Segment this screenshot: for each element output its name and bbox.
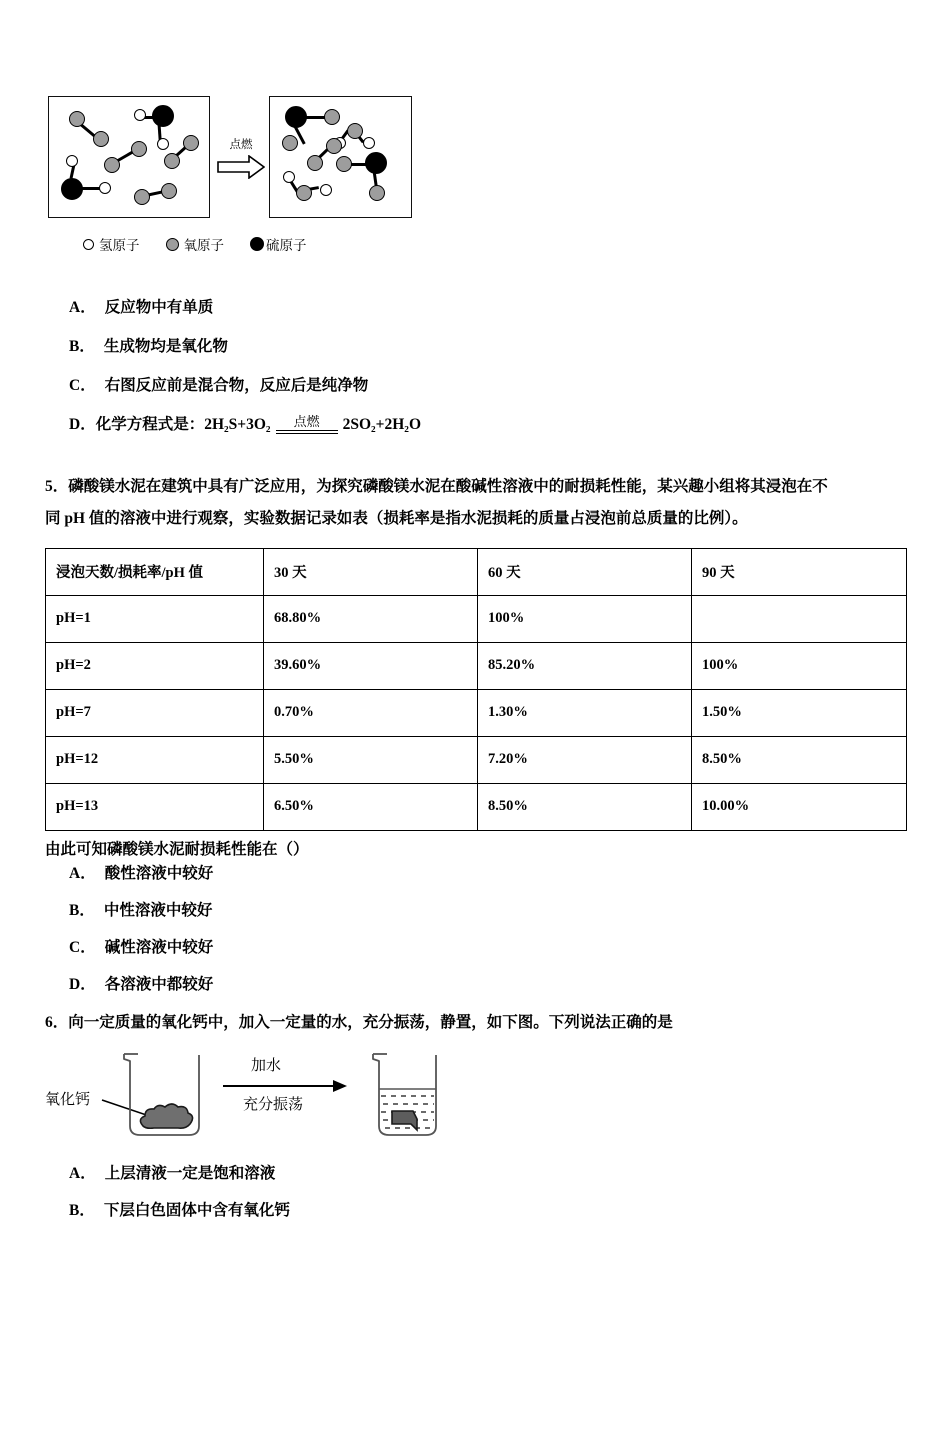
calcium-oxide-label: 氧化钙 (45, 1091, 91, 1109)
q6-option-a-text: 上层清液一定是饱和溶液 (104, 1165, 276, 1183)
q5-option-d[interactable] (69, 975, 905, 996)
q6-option-b-text: 下层白色固体中含有氧化钙 (103, 1201, 290, 1219)
process-arrow-head-icon (333, 1080, 347, 1092)
hydrogen-atom-icon (134, 109, 146, 121)
table-col-header-90d: 90 天 (692, 548, 907, 595)
table-cell: pH=1 (46, 595, 264, 642)
double-line-arrow-icon (276, 430, 338, 434)
reactants-box (48, 96, 210, 218)
oxygen-atom-icon (69, 111, 85, 127)
q6-option-b-label: B． (69, 1201, 95, 1219)
table-cell: pH=12 (46, 736, 264, 783)
equation-condition-label: 点燃 (293, 413, 320, 429)
table-header-row (46, 548, 907, 595)
q6-stem: 6．向一定质量的氧化钙中，加入一定量的水，充分振荡，静置，如下图。下列说法正确的是 (45, 1013, 673, 1031)
table-row (46, 595, 907, 642)
table-row (46, 736, 907, 783)
calcium-oxide-solid-icon (140, 1104, 192, 1128)
q6-beaker-figure (45, 1052, 905, 1164)
q6-option-a-label: A． (69, 1165, 96, 1183)
q4-option-b-label: B． (69, 337, 95, 355)
q5-stem-line1: 5．磷酸镁水泥在建筑中具有广泛应用，为探究磷酸镁水泥在酸碱性溶液中的耐损耗性能，某兴趣小组将其浸泡在不 (45, 478, 828, 496)
table-row (46, 642, 907, 689)
table-cell: pH=13 (46, 783, 264, 830)
hydrogen-atom-icon (320, 184, 332, 196)
q6-option-b[interactable] (69, 1201, 905, 1222)
legend-label-oxygen: 氧原子 (183, 238, 224, 253)
molecule-reaction-figure (45, 96, 905, 274)
table-cell: 6.50% (264, 783, 478, 830)
q4-option-b[interactable] (69, 337, 905, 358)
hydrogen-atom-icon (363, 137, 375, 149)
oxygen-atom-icon (347, 123, 363, 139)
table-cell: 10.00% (692, 783, 907, 830)
q5-option-c[interactable] (69, 938, 905, 959)
sulfur-atom-icon (61, 178, 83, 200)
q5-option-d-label: D． (69, 975, 96, 993)
sulfur-atom-icon (365, 152, 387, 174)
chemical-equation (204, 415, 421, 435)
q4-option-d[interactable] (69, 415, 905, 435)
arrow-top-label: 加水 (251, 1057, 282, 1075)
table-cell: 7.20% (478, 736, 692, 783)
products-box (269, 96, 412, 218)
exam-page (0, 96, 950, 1440)
oxygen-atom-icon (164, 153, 180, 169)
table-cell: 68.80% (264, 595, 478, 642)
q4-option-d-prefix: 化学方程式是： (95, 416, 205, 434)
table-col-header-ph: 浸泡天数/损耗率/pH 值 (46, 548, 264, 595)
table-cell: 100% (478, 595, 692, 642)
table-cell: 0.70% (264, 689, 478, 736)
table-row (46, 689, 907, 736)
oxygen-atom-icon (282, 135, 298, 151)
q5-conclusion: 由此可知磷酸镁水泥耐损耗性能在（） (45, 840, 309, 858)
settled-solid-icon (392, 1111, 417, 1130)
hydrogen-atom-icon (83, 239, 94, 250)
sulfur-atom-icon (152, 105, 174, 127)
equation-right-side: 2SO₂+2H₂O (342, 416, 421, 434)
q5-option-a-label: A． (69, 865, 96, 883)
oxygen-atom-icon (161, 183, 177, 199)
oxygen-atom-icon (166, 238, 179, 251)
q5-stem-line2: 同 pH 值的溶液中进行观察，实验数据记录如表（损耗率是指水泥损耗的质量占浸泡前总质量的比例）。 (45, 509, 748, 527)
table-cell: 85.20% (478, 642, 692, 689)
oxygen-atom-icon (369, 185, 385, 201)
hydrogen-atom-icon (283, 171, 295, 183)
table-cell: 8.50% (478, 783, 692, 830)
oxygen-atom-icon (307, 155, 323, 171)
table-cell: 5.50% (264, 736, 478, 783)
q5-option-b[interactable] (69, 901, 905, 922)
q4-option-c[interactable] (69, 376, 905, 397)
q6-option-a[interactable] (69, 1164, 905, 1185)
table-col-header-30d: 30 天 (264, 548, 478, 595)
oxygen-atom-icon (131, 141, 147, 157)
calcium-oxide-water-diagram (45, 1052, 465, 1164)
q4-option-c-label: C． (69, 376, 96, 394)
oxygen-atom-icon (296, 185, 312, 201)
oxygen-atom-icon (324, 109, 340, 125)
q5-option-a-text: 酸性溶液中较好 (104, 865, 214, 883)
loss-rate-table (45, 548, 907, 831)
legend-item-hydrogen (83, 234, 140, 254)
q5-option-b-label: B． (69, 901, 95, 919)
q5-option-c-label: C． (69, 938, 96, 956)
q5-option-d-text: 各溶液中都较好 (104, 975, 214, 993)
table-cell (692, 595, 907, 642)
table-cell: 8.50% (692, 736, 907, 783)
arrow-bottom-label: 充分振荡 (243, 1096, 304, 1114)
table-row (46, 783, 907, 830)
q5-option-a[interactable] (69, 864, 905, 885)
oxygen-atom-icon (326, 138, 342, 154)
q4-option-a-label: A． (69, 299, 96, 316)
oxygen-atom-icon (183, 135, 199, 151)
atom-legend (83, 234, 307, 254)
q4-option-d-label: D． (69, 416, 96, 434)
table-cell: pH=7 (46, 689, 264, 736)
sulfur-atom-icon (285, 106, 307, 128)
equation-arrow (276, 415, 338, 434)
table-cell: pH=2 (46, 642, 264, 689)
q5-option-b-text: 中性溶液中较好 (103, 901, 213, 919)
table-cell: 100% (692, 642, 907, 689)
legend-label-hydrogen: 氢原子 (99, 238, 140, 253)
oxygen-atom-icon (93, 131, 109, 147)
q4-option-c-text: 右图反应前是混合物，反应后是纯净物 (104, 376, 369, 394)
reaction-arrow (217, 138, 265, 182)
sulfur-atom-icon (250, 237, 264, 251)
hydrogen-atom-icon (99, 182, 111, 194)
oxygen-atom-icon (104, 157, 120, 173)
q4-option-a[interactable] (69, 298, 905, 319)
legend-label-sulfur: 硫原子 (266, 238, 307, 253)
block-arrow-icon (217, 155, 265, 179)
q4-option-b-text: 生成物均是氧化物 (103, 337, 228, 355)
table-cell: 39.60% (264, 642, 478, 689)
q4-option-a-text: 反应物中有单质 (104, 299, 214, 316)
reaction-condition-label: 点燃 (229, 139, 253, 151)
table-cell: 1.50% (692, 689, 907, 736)
hydrogen-atom-icon (157, 138, 169, 150)
hydrogen-atom-icon (66, 155, 78, 167)
table-cell: 1.30% (478, 689, 692, 736)
legend-item-sulfur (250, 234, 307, 254)
table-col-header-60d: 60 天 (478, 548, 692, 595)
oxygen-atom-icon (134, 189, 150, 205)
q5-option-c-text: 碱性溶液中较好 (104, 938, 214, 956)
legend-item-oxygen (166, 234, 225, 254)
oxygen-atom-icon (336, 156, 352, 172)
equation-left-side: 2H₂S+3O₂ (204, 416, 271, 434)
